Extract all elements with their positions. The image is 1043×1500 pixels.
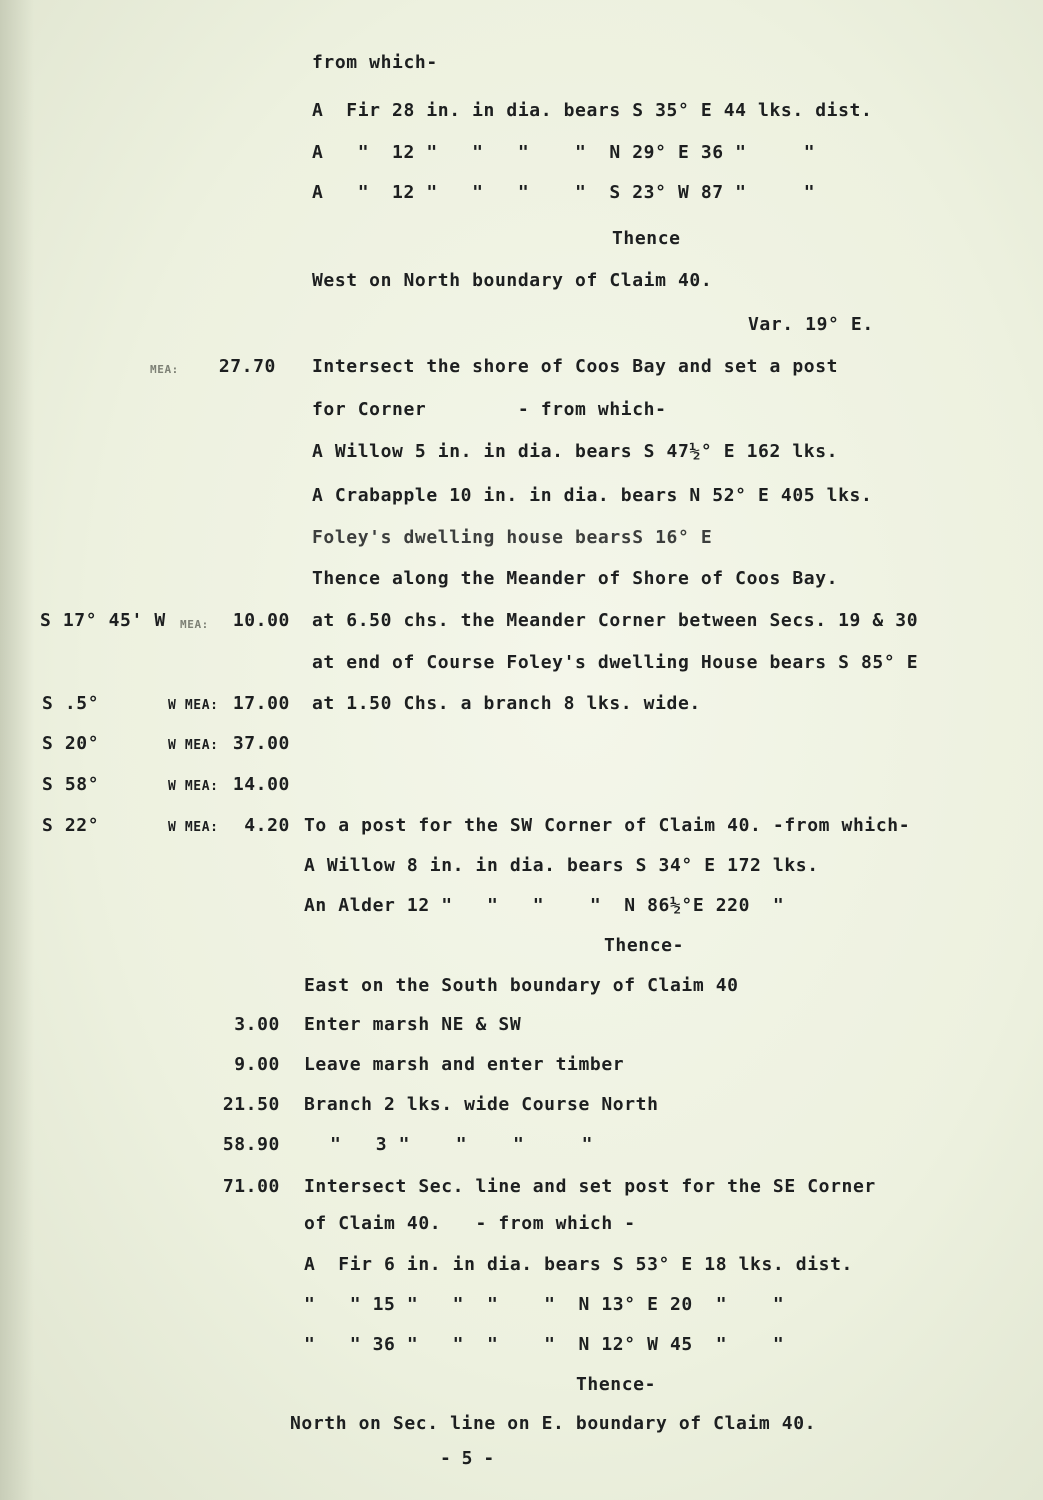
margin-distance: 9.00 (234, 1054, 280, 1075)
text-line: A Willow 5 in. in dia. bears S 47½° E 162 lks. (312, 441, 839, 462)
text-line: for Corner - from which- (312, 399, 667, 420)
text-line: A Fir 6 in. in dia. bears S 53° E 18 lks. dist. (304, 1254, 853, 1275)
margin-distance: 58.90 (222, 1134, 280, 1155)
margin-mark: MEA: (180, 618, 209, 631)
margin-course: S 58° (42, 774, 100, 795)
margin-distance: 71.00 (222, 1176, 280, 1197)
margin-distance: 27.70 (218, 356, 276, 377)
text-line: Thence along the Meander of Shore of Coos Bay. (312, 568, 839, 589)
page-number: - 5 - (440, 1448, 495, 1469)
text-line: of Claim 40. - from which - (304, 1213, 636, 1234)
margin-distance: 4.20 (244, 815, 290, 836)
text-line: North on Sec. line on E. boundary of Claim 40. (290, 1413, 817, 1434)
text-line: A Crabapple 10 in. in dia. bears N 52° E 405 lks. (312, 485, 873, 506)
page-edge-shadow (0, 0, 34, 1500)
text-line: West on North boundary of Claim 40. (312, 270, 713, 291)
margin-mark: MEA: (150, 363, 179, 376)
margin-distance: 21.50 (222, 1094, 280, 1115)
margin-course: S 20° (42, 733, 100, 754)
text-line: Branch 2 lks. wide Course North (304, 1094, 659, 1115)
text-line: from which- (312, 52, 438, 73)
text-line: A " 12 " " " " N 29° E 36 " " (312, 142, 816, 163)
text-line: A Fir 28 in. in dia. bears S 35° E 44 lks. dist. (312, 100, 873, 121)
text-line: at 6.50 chs. the Meander Corner between Secs. 19 & 30 (312, 610, 919, 631)
text-line: " 3 " " " " (330, 1134, 594, 1155)
margin-distance: 17.00 (232, 693, 290, 714)
text-line: " " 36 " " " " N 12° W 45 " " (304, 1334, 785, 1355)
text-line: A Willow 8 in. in dia. bears S 34° E 172 lks. (304, 855, 819, 876)
text-line: " " 15 " " " " N 13° E 20 " " (304, 1294, 785, 1315)
margin-course: S 17° 45' W (40, 610, 166, 631)
text-heading: Thence- (576, 1374, 657, 1395)
text-line: Var. 19° E. (748, 314, 874, 335)
text-line: Foley's dwelling house bearsS 16° E (312, 527, 713, 548)
text-line: East on the South boundary of Claim 40 (304, 975, 739, 996)
margin-mark: W MEA: (168, 738, 219, 753)
margin-distance: 14.00 (232, 774, 290, 795)
margin-course: S .5° (42, 693, 100, 714)
text-line: A " 12 " " " " S 23° W 87 " " (312, 182, 816, 203)
text-line: An Alder 12 " " " " N 86½°E 220 " (304, 895, 785, 916)
margin-distance: 3.00 (234, 1014, 280, 1035)
text-line: Leave marsh and enter timber (304, 1054, 625, 1075)
text-heading: Thence- (604, 935, 685, 956)
text-line: Intersect the shore of Coos Bay and set a post (312, 356, 839, 377)
margin-distance: 10.00 (232, 610, 290, 631)
margin-distance: 37.00 (232, 733, 290, 754)
text-heading: Thence (612, 228, 681, 249)
text-line: Enter marsh NE & SW (304, 1014, 522, 1035)
text-line: at end of Course Foley's dwelling House bears S 85° E (312, 652, 919, 673)
text-line: To a post for the SW Corner of Claim 40. -from which- (304, 815, 911, 836)
margin-mark: W MEA: (168, 820, 219, 835)
margin-mark: W MEA: (168, 779, 219, 794)
margin-mark: W MEA: (168, 698, 219, 713)
text-line: at 1.50 Chs. a branch 8 lks. wide. (312, 693, 701, 714)
text-line: Intersect Sec. line and set post for the SE Corner (304, 1176, 876, 1197)
margin-course: S 22° (42, 815, 100, 836)
